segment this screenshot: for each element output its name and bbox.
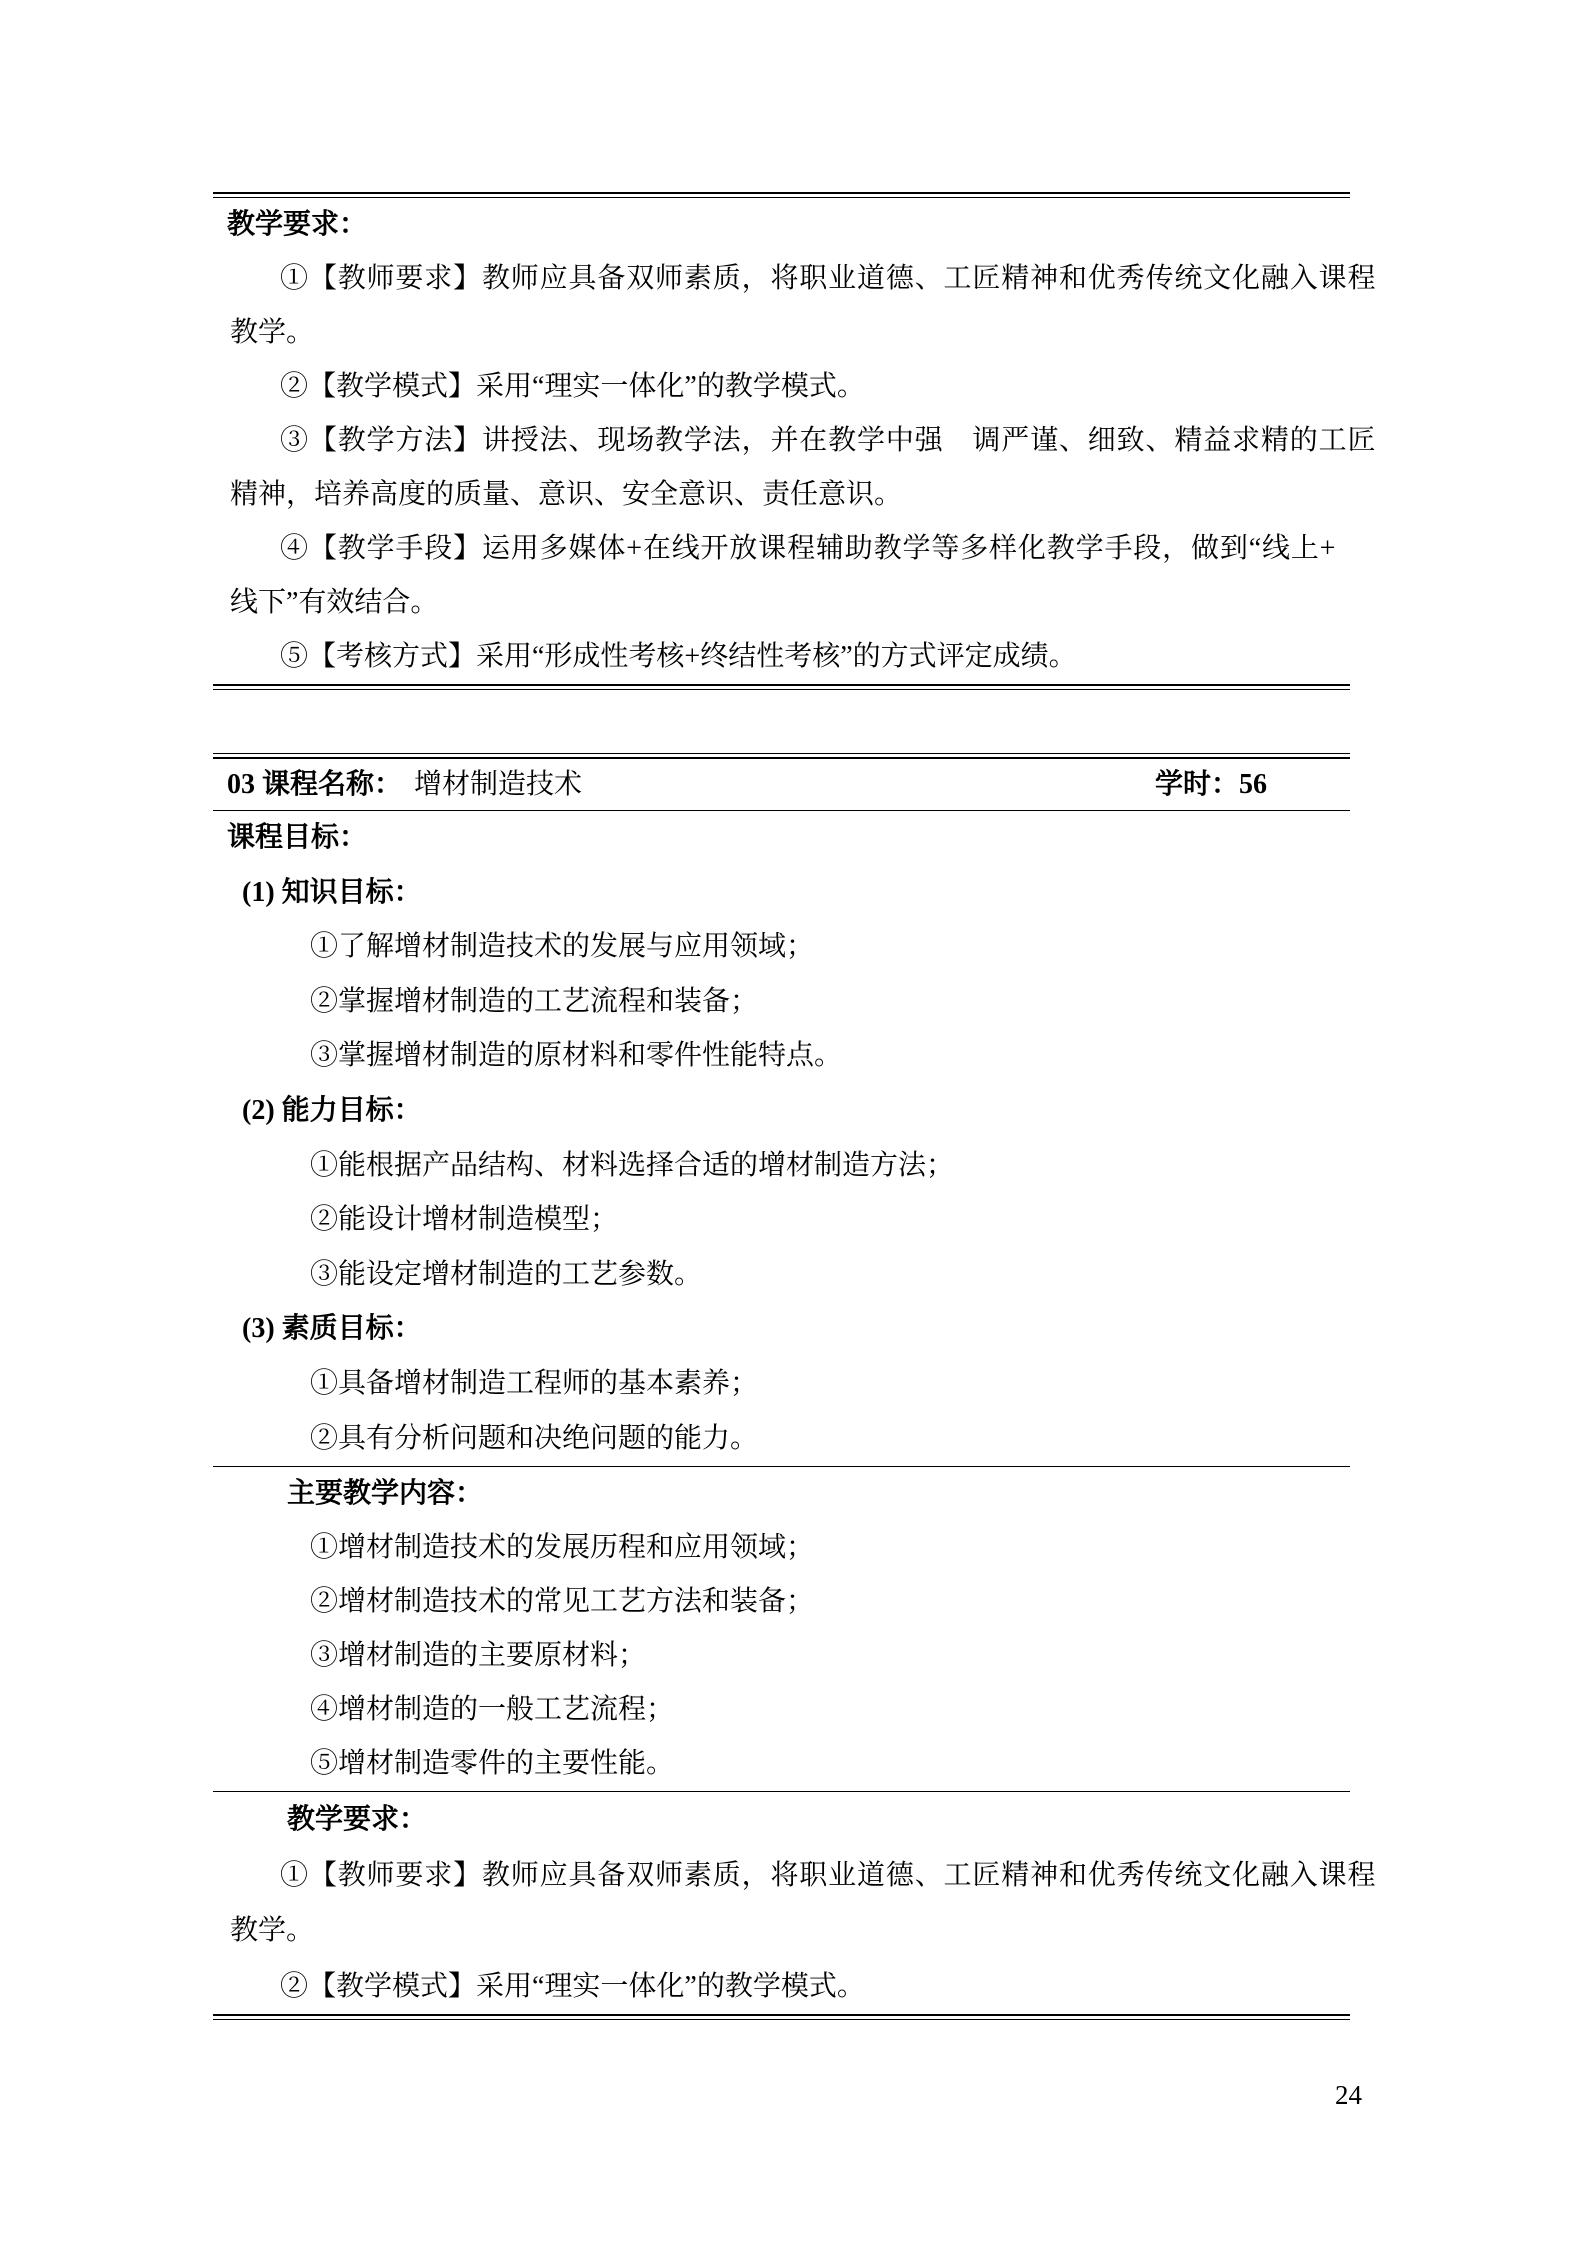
main-teaching-content-row <box>213 1467 1350 1791</box>
text-line: (1) 知识目标： <box>242 876 422 908</box>
text-line: 教学要求： <box>227 209 368 240</box>
text-line: 线下”有效结合。 <box>230 587 439 618</box>
text-line: ③增材制造的主要原材料； <box>310 1640 647 1671</box>
prev-course-teaching-requirements-row <box>213 198 1377 684</box>
text-line: ③能设定增材制造的工艺参数。 <box>310 1258 703 1290</box>
text-line: (2) 能力目标： <box>242 1094 422 1126</box>
text-line: (3) 素质目标： <box>242 1313 422 1345</box>
text-line: ⑤【考核方式】采用“形成性考核+终结性考核”的方式评定成绩。 <box>280 641 1077 672</box>
course-teaching-requirements-row <box>213 1792 1377 2014</box>
course-hours-label: 学时： <box>1155 769 1240 800</box>
course-objectives-row <box>213 811 1350 1466</box>
course-hours <box>1155 759 1267 810</box>
text-line: 主要教学内容： <box>287 1478 484 1509</box>
text-line: ④【教学手段】运用多媒体+在线开放课程辅助教学等多样化教学手段，做到“线上+ <box>280 533 1337 564</box>
text-line: 教学要求： <box>287 1804 428 1835</box>
page-content <box>213 192 1377 2020</box>
text-line: ②具有分析问题和决绝问题的能力。 <box>310 1422 759 1454</box>
course-name-label: 03 课程名称： <box>227 769 403 800</box>
text-line: ②能设计增材制造模型； <box>310 1204 619 1236</box>
text-line: ①了解增材制造技术的发展与应用领域； <box>310 931 815 963</box>
course-header-row <box>213 759 1350 810</box>
text-line: ①具备增材制造工程师的基本素养； <box>310 1367 759 1399</box>
text-line: 教学。 <box>230 317 315 348</box>
text-line: ②【教学模式】采用“理实一体化”的教学模式。 <box>280 371 865 402</box>
text-line: 教学。 <box>230 1915 315 1946</box>
text-line: ①增材制造技术的发展历程和应用领域； <box>310 1532 815 1563</box>
course-table-bottom-border <box>213 2014 1350 2020</box>
text-line: ①【教师要求】教师应具备双师素质，将职业道德、工匠精神和优秀传统文化融入课程 <box>280 263 1377 294</box>
text-line: ⑤增材制造零件的主要性能。 <box>310 1748 675 1779</box>
text-line: ②【教学模式】采用“理实一体化”的教学模式。 <box>280 1970 865 2002</box>
text-line: 课程目标： <box>227 822 368 853</box>
course-hours-value: 56 <box>1239 769 1268 800</box>
text-line: ①能根据产品结构、材料选择合适的增材制造方法； <box>310 1149 955 1181</box>
page-number: 24 <box>1335 2080 1362 2110</box>
between-tables-gap <box>213 690 1350 753</box>
text-line: ②增材制造技术的常见工艺方法和装备； <box>310 1586 815 1617</box>
course-name-value: 增材制造技术 <box>414 769 583 800</box>
text-line: ④增材制造的一般工艺流程； <box>310 1694 675 1725</box>
text-line: 精神，培养高度的质量、意识、安全意识、责任意识。 <box>230 479 903 510</box>
text-line: ②掌握增材制造的工艺流程和装备； <box>310 985 759 1017</box>
text-line: ①【教师要求】教师应具备双师素质，将职业道德、工匠精神和优秀传统文化融入课程 <box>280 1859 1377 1891</box>
text-line: ③【教学方法】讲授法、现场教学法，并在教学中强 调严谨、细致、精益求精的工匠 <box>280 425 1377 456</box>
text-line: ③掌握增材制造的原材料和零件性能特点。 <box>310 1040 843 1072</box>
